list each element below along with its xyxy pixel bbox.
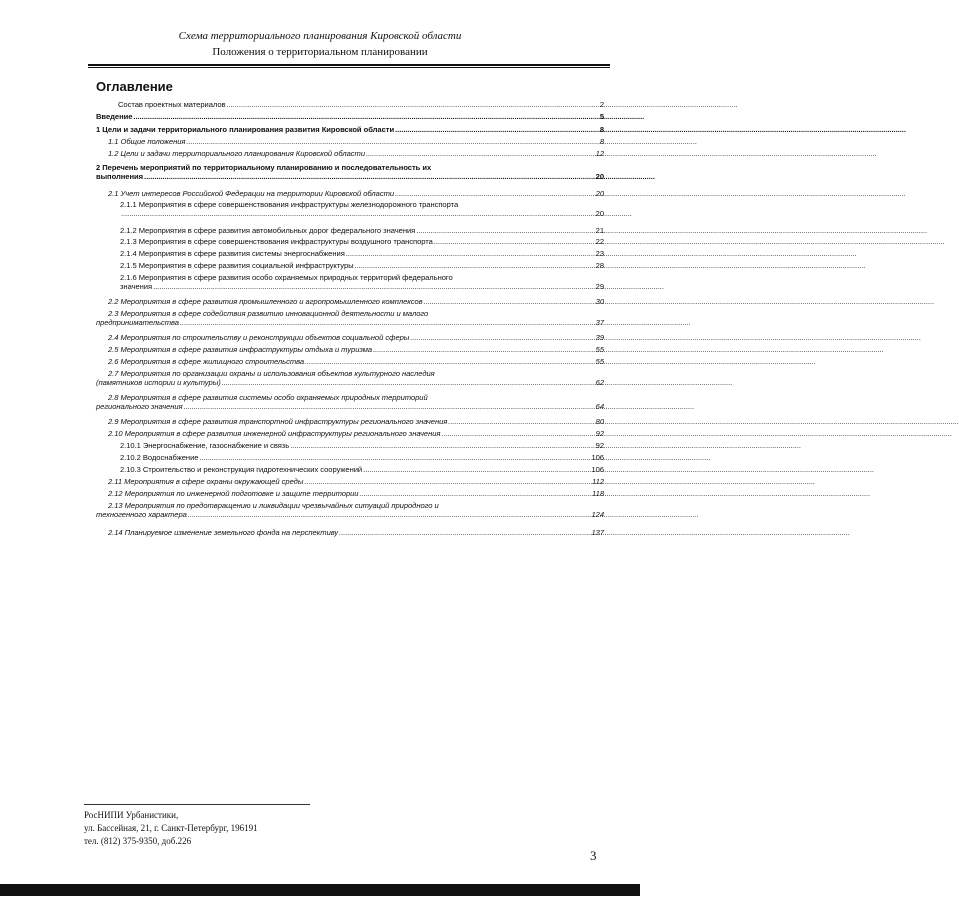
toc-entry-title: значения — [120, 282, 153, 291]
toc-dot-leader — [395, 189, 595, 198]
toc-entry[interactable] — [108, 137, 604, 146]
toc-entry-title: 2.4 Мероприятия по строительству и реконструкции объектов социальной сферы — [108, 333, 410, 342]
toc-entry[interactable] — [108, 417, 604, 426]
toc-dot-leader — [133, 112, 598, 121]
toc-entry-title: 2.1.4 Мероприятия в сфере развития системы энергоснабжения — [120, 249, 345, 258]
toc-page-number: 12 — [595, 149, 604, 158]
toc-entry-title: 2.2 Мероприятия в сфере развития промышленного и агропромышленного комплексов — [108, 297, 423, 306]
toc-dot-leader — [121, 209, 595, 218]
toc-entry-title: Состав проектных материалов — [118, 100, 226, 109]
toc-entry-title-line: 2 Перечень мероприятий по территориальному планированию и последовательность их — [96, 163, 432, 172]
toc-dot-leader — [416, 226, 594, 235]
toc-page-number: 20 — [595, 189, 604, 198]
toc-dot-leader — [395, 125, 599, 134]
scan-edge-bar — [0, 884, 640, 896]
footer — [84, 809, 258, 848]
toc-entry-title: 2.12 Мероприятия по инженерной подготовке и защите территории — [108, 489, 359, 498]
toc-entry[interactable] — [108, 333, 604, 342]
toc-entry[interactable] — [96, 163, 604, 181]
toc-dot-leader — [290, 441, 595, 450]
toc-entry[interactable] — [108, 345, 604, 354]
toc-entry[interactable] — [120, 261, 604, 270]
toc-dot-leader — [222, 378, 595, 387]
toc-entry-title: 2.9 Мероприятия в сфере развития транспортной инфраструктуры регионального значения — [108, 417, 448, 426]
toc-entry[interactable] — [108, 357, 604, 366]
toc-page-number: 28 — [595, 261, 604, 270]
toc-entry-title: 1.2 Цели и задачи территориального планирования Кировской области — [108, 149, 365, 158]
toc-entry-title: (памятников истории и культуры) — [96, 378, 221, 387]
toc-entry[interactable] — [96, 112, 604, 121]
toc-entry[interactable] — [96, 393, 604, 411]
footer-address: ул. Бассейная, 21, г. Санкт-Петербург, 196191 — [84, 823, 258, 833]
toc-dot-leader — [434, 237, 595, 246]
toc-dot-leader — [305, 357, 595, 366]
toc-dot-leader — [410, 333, 594, 342]
toc-page-number: 80 — [595, 417, 604, 426]
toc-dot-leader — [359, 489, 591, 498]
toc-entry-title: 2.1 Учет интересов Российской Федерации на территории Кировской области — [108, 189, 395, 198]
toc-entry-title: 2.10.3 Строительство и реконструкция гидротехнических сооружений — [120, 465, 363, 474]
toc-dot-leader — [227, 100, 599, 109]
toc-dot-leader — [184, 402, 595, 411]
toc-page-number: 30 — [595, 297, 604, 306]
toc-dot-leader — [339, 528, 590, 537]
toc-dot-leader — [188, 510, 591, 519]
toc-entry-title: 2.1.5 Мероприятия в сфере развития социальной инфраструктуры — [120, 261, 354, 270]
toc-entry-title: 2.5 Мероприятия в сфере развития инфраструктуры отдыха и туризма — [108, 345, 373, 354]
toc-page-number: 92 — [595, 441, 604, 450]
toc-entry-title: техногенного характера — [96, 510, 187, 519]
toc-entry[interactable] — [120, 453, 604, 462]
toc-entry-title: выполнения — [96, 172, 144, 181]
toc-page-number: 106 — [591, 453, 604, 462]
toc-entry[interactable] — [108, 297, 604, 306]
toc-page-number: 137 — [591, 528, 604, 537]
toc-entry-title-line: 2.7 Мероприятия по организации охраны и использования объектов культурного наследия — [108, 369, 435, 378]
toc-page-number: 55 — [595, 357, 604, 366]
toc-entry-title: 2.14 Планируемое изменение земельного фонда на перспективу — [108, 528, 339, 537]
toc-page-number: 39 — [595, 333, 604, 342]
toc-dot-leader — [424, 297, 595, 306]
toc-entry[interactable] — [96, 369, 604, 387]
toc-page-number: 64 — [595, 402, 604, 411]
toc-entry[interactable] — [108, 489, 604, 498]
toc-dot-leader — [153, 282, 595, 291]
toc-page-number: 20 — [595, 172, 604, 181]
toc-entry-title: 2.10.2 Водоснабжение — [120, 453, 199, 462]
toc-dot-leader — [355, 261, 595, 270]
toc-dot-leader — [180, 318, 595, 327]
toc-entry[interactable] — [108, 189, 604, 198]
toc-entry-title: 2.1.2 Мероприятия в сфере развития автомобильных дорог федерального значения — [120, 226, 416, 235]
toc-page-number: 37 — [595, 318, 604, 327]
toc-entry[interactable] — [108, 429, 604, 438]
toc-entry[interactable] — [96, 501, 604, 519]
toc-entry[interactable] — [120, 226, 604, 235]
toc-dot-leader — [448, 417, 594, 426]
toc-entry-title: 2.10.1 Энергоснабжение, газоснабжение и связь — [120, 441, 290, 450]
toc-page-number: 124 — [591, 510, 604, 519]
toc-entry-title: 1 Цели и задачи территориального планирования развития Кировской области — [96, 125, 395, 134]
toc-entry-title: 2.1.3 Мероприятия в сфере совершенствования инфраструктуры воздушного транспорта — [120, 237, 433, 246]
toc-page-number: 2 — [599, 100, 604, 109]
toc-entry[interactable] — [120, 237, 604, 246]
toc-page-number: 55 — [595, 345, 604, 354]
header-subtitle: Положения о территориальном планировании — [212, 46, 428, 58]
header-title: Схема территориального планирования Кировской области — [178, 30, 462, 42]
toc-dot-leader — [366, 149, 595, 158]
toc-page-number: 21 — [595, 226, 604, 235]
footer-phone: тел. (812) 375-9350, доб.226 — [84, 836, 192, 846]
toc-entry[interactable] — [118, 100, 604, 109]
footer-rule — [84, 804, 310, 805]
page-number: 3 — [590, 848, 597, 863]
toc-page-number: 118 — [592, 489, 604, 498]
toc-entry-title: регионального значения — [96, 402, 183, 411]
toc-heading: Оглавление — [96, 79, 173, 94]
toc-entry[interactable] — [120, 441, 604, 450]
toc-dot-leader — [363, 465, 590, 474]
footer-org: РосНИПИ Урбанистики, — [84, 810, 179, 820]
toc-entry[interactable] — [108, 477, 604, 486]
header-rule-thin — [88, 67, 610, 68]
toc-entry[interactable] — [120, 273, 604, 291]
toc-entry[interactable] — [120, 200, 604, 218]
toc-entry-title: предпринимательства — [96, 318, 179, 327]
toc-entry-title: 2.6 Мероприятия в сфере жилищного строительства — [108, 357, 305, 366]
toc-dot-leader — [186, 137, 598, 146]
toc-entry[interactable] — [96, 309, 604, 327]
toc-page-number: 23 — [595, 249, 604, 258]
toc-dot-leader — [373, 345, 595, 354]
toc-page-number: 8 — [599, 125, 604, 134]
toc-dot-leader — [304, 477, 591, 486]
toc-entry-title: 2.10 Мероприятия в сфере развития инженерной инфраструктуры регионального значения — [108, 429, 441, 438]
toc-dot-leader — [346, 249, 595, 258]
toc-entry-title-line: 2.8 Мероприятия в сфере развития системы особо охраняемых природных территорий — [108, 393, 428, 402]
toc-entry[interactable] — [120, 249, 604, 258]
toc-dot-leader — [441, 429, 594, 438]
toc-entry-title: Введение — [96, 112, 133, 121]
toc-page-number: 106 — [591, 465, 604, 474]
toc-page-number: 8 — [599, 137, 604, 146]
toc-entry[interactable] — [96, 125, 604, 134]
toc-dot-leader — [199, 453, 590, 462]
toc-entry-title-line: 2.1.6 Мероприятия в сфере развития особо охраняемых природных территорий федерального — [120, 273, 453, 282]
toc-entry-title-line: 2.3 Мероприятия в сфере содействия развитию инновационной деятельности и малого — [108, 309, 429, 318]
toc-page-number: 22 — [595, 237, 604, 246]
toc-page-number: 29 — [595, 282, 604, 291]
toc-page-number: 20 — [595, 209, 604, 218]
toc-page-number: 5 — [599, 112, 604, 121]
toc-entry[interactable] — [108, 149, 604, 158]
header-rule — [88, 64, 610, 66]
toc-dot-leader — [144, 172, 595, 181]
toc-page-number: 112 — [592, 477, 604, 486]
toc-page-number: 92 — [595, 429, 604, 438]
toc-entry[interactable] — [108, 528, 604, 537]
toc-entry-title-line: 2.13 Мероприятия по предотвращению и ликвидации чрезвычайных ситуаций природного и — [108, 501, 439, 510]
toc-entry[interactable] — [120, 465, 604, 474]
toc-page-number: 62 — [595, 378, 604, 387]
toc-entry-title: 1.1 Общие положения — [108, 137, 186, 146]
toc-entry-title-line: 2.1.1 Мероприятия в сфере совершенствования инфраструктуры железнодорожного транспорта — [120, 200, 459, 209]
toc-entry-title: 2.11 Мероприятия в сфере охраны окружающей среды — [108, 477, 304, 486]
